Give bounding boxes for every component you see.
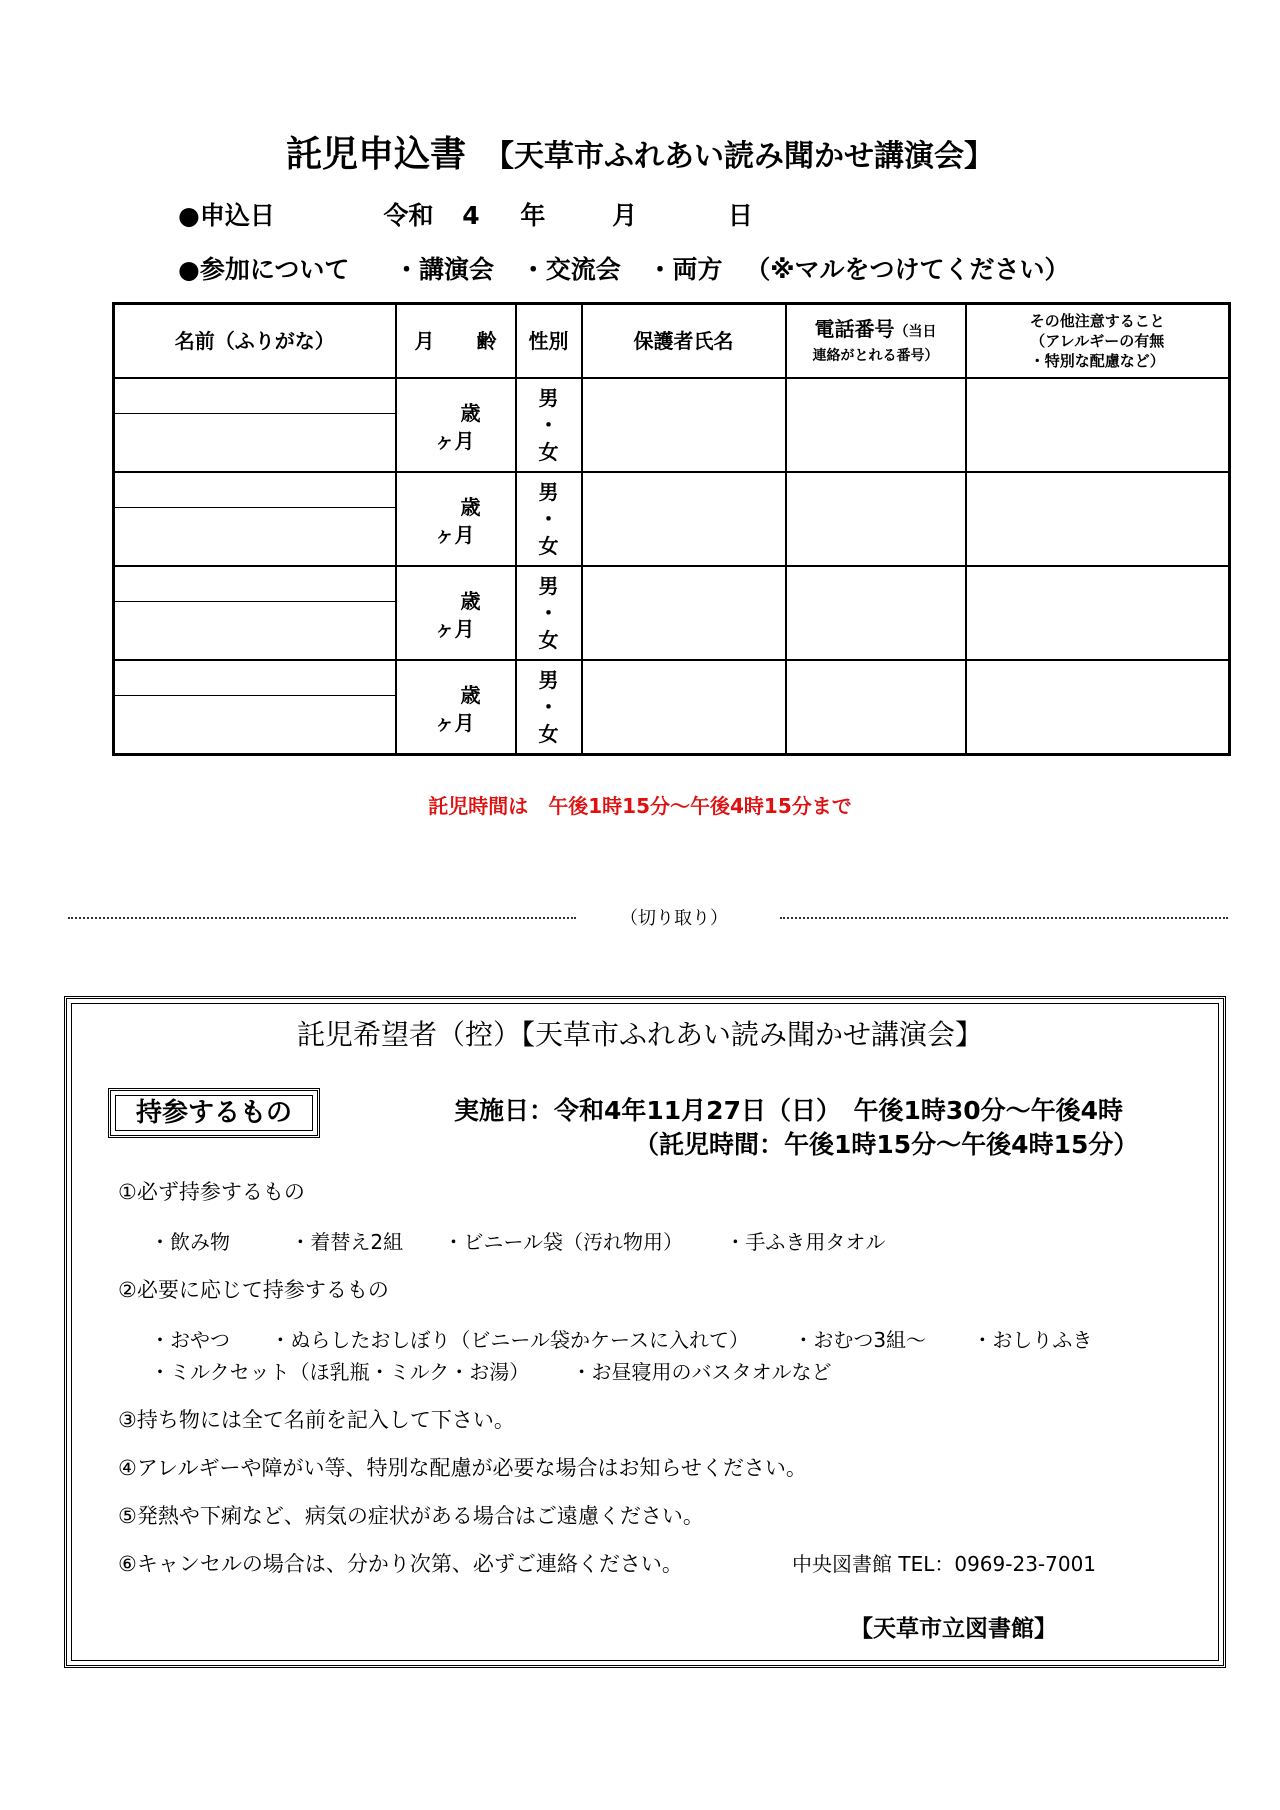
- sex-separator: ・: [538, 506, 559, 531]
- furigana-divider: [115, 695, 395, 696]
- participation-note: （※マルをつけてください）: [745, 255, 1070, 284]
- required-item-towel: ・手ふき用タオル: [725, 1230, 886, 1254]
- cut-label: （切り取り）: [620, 908, 728, 929]
- header-phone-2: （当日: [894, 324, 937, 340]
- header-age-1: 月: [414, 328, 435, 353]
- table-row: [114, 378, 1230, 472]
- child-name-input[interactable]: [114, 566, 396, 660]
- phone-input[interactable]: [786, 660, 966, 755]
- header-name: 名前（ふりがな）: [114, 304, 396, 379]
- item-optional-list-b: [150, 1356, 832, 1385]
- age-input[interactable]: [396, 378, 516, 472]
- notes-input[interactable]: [966, 566, 1230, 660]
- sex-separator: ・: [538, 600, 559, 625]
- age-months-unit: ヶ月: [434, 617, 475, 641]
- child-name-input[interactable]: [114, 472, 396, 566]
- age-years-unit: 歳: [460, 683, 481, 707]
- header-notes-2: （アレルギーの有無: [1030, 331, 1165, 350]
- item-optional-list-a: [150, 1324, 1092, 1353]
- library-name: 【天草市立図書館】: [850, 1616, 1057, 1642]
- furigana-divider: [115, 413, 395, 414]
- sex-male[interactable]: 男: [538, 479, 559, 504]
- apply-date-year-unit: 年: [520, 201, 546, 230]
- bring-items-label: 持参するもの: [108, 1088, 320, 1138]
- age-years-unit: 歳: [460, 589, 481, 613]
- table-header-row: [114, 304, 1230, 379]
- age-years-unit: 歳: [460, 495, 481, 519]
- cut-line-left: [68, 917, 576, 919]
- sex-choice[interactable]: [516, 566, 582, 660]
- table-row: [114, 566, 1230, 660]
- guardian-name-input[interactable]: [582, 378, 786, 472]
- participation-row: [178, 250, 1070, 286]
- optional-item-milk-set: ・ミルクセット（ほ乳瓶・ミルク・お湯）: [150, 1360, 530, 1384]
- header-notes: [966, 304, 1230, 379]
- sex-male[interactable]: 男: [538, 573, 559, 598]
- header-phone-3: 連絡がとれる番号）: [812, 348, 939, 364]
- participation-label: ●参加について: [178, 255, 350, 284]
- apply-date-year-value: 4: [462, 201, 480, 230]
- schedule: [454, 1094, 1138, 1162]
- child-name-input[interactable]: [114, 660, 396, 755]
- header-notes-1: その他注意すること: [1029, 311, 1165, 330]
- sex-separator: ・: [538, 694, 559, 719]
- notes-input[interactable]: [966, 660, 1230, 755]
- apply-date-day-unit: 日: [727, 201, 753, 230]
- header-notes-3: ・特別な配慮など）: [1029, 352, 1165, 371]
- sex-separator: ・: [538, 412, 559, 437]
- age-months-unit: ヶ月: [434, 523, 475, 547]
- sex-male[interactable]: 男: [538, 385, 559, 410]
- age-input[interactable]: [396, 566, 516, 660]
- item-required-list: [150, 1226, 885, 1255]
- optional-item-wet-towel: ・ぬらしたおしぼり（ビニール袋かケースに入れて）: [270, 1328, 749, 1352]
- table-row: [114, 660, 1230, 755]
- table-row: [114, 472, 1230, 566]
- child-name-input[interactable]: [114, 378, 396, 472]
- participation-option-both[interactable]: ・両方: [647, 255, 723, 284]
- sex-choice[interactable]: [516, 378, 582, 472]
- item-illness-note: ⑤発熱や下痢など、病気の症状がある場合はご遠慮ください。: [118, 1504, 704, 1528]
- apply-date-label: ●申込日: [178, 201, 275, 230]
- guardian-name-input[interactable]: [582, 472, 786, 566]
- furigana-divider: [115, 507, 395, 508]
- header-phone-1: 電話番号: [814, 317, 895, 341]
- item-allergy-note: ④アレルギーや障がい等、特別な配慮が必要な場合はお知らせください。: [118, 1456, 807, 1480]
- apply-date-row: [178, 196, 753, 232]
- required-item-drink: ・飲み物: [150, 1230, 230, 1254]
- required-item-clothes: ・着替え2組: [290, 1230, 404, 1254]
- header-age-2: 齢: [476, 328, 497, 353]
- item-required-heading: ①必ず持参するもの: [118, 1180, 305, 1204]
- library-contact: 中央図書館 TEL：0969-23-7001: [792, 1552, 1097, 1576]
- age-input[interactable]: [396, 660, 516, 755]
- age-input[interactable]: [396, 472, 516, 566]
- item-optional-heading: ②必要に応じて持参するもの: [118, 1278, 389, 1302]
- sex-female[interactable]: 女: [538, 439, 559, 464]
- notes-input[interactable]: [966, 378, 1230, 472]
- phone-input[interactable]: [786, 472, 966, 566]
- copy-section-title: 託児希望者（控）【天草市ふれあい読み聞かせ講演会】: [296, 1018, 983, 1051]
- header-phone: [786, 304, 966, 379]
- sex-male[interactable]: 男: [538, 667, 559, 692]
- cut-line-right: [780, 917, 1228, 919]
- participation-option-lecture[interactable]: ・講演会: [394, 255, 495, 284]
- participation-option-exchange[interactable]: ・交流会: [520, 255, 621, 284]
- item-cancel-note: ⑥キャンセルの場合は、分かり次第、必ずご連絡ください。: [118, 1552, 683, 1576]
- phone-input[interactable]: [786, 566, 966, 660]
- optional-item-bath-towel: ・お昼寝用のバスタオルなど: [571, 1360, 832, 1384]
- guardian-name-input[interactable]: [582, 566, 786, 660]
- sex-female[interactable]: 女: [538, 533, 559, 558]
- header-age: [396, 304, 516, 379]
- age-years-unit: 歳: [460, 401, 481, 425]
- item-name-label-note: ③持ち物には全て名前を記入して下さい。: [118, 1408, 515, 1432]
- required-item-bag: ・ビニール袋（汚れ物用）: [443, 1230, 684, 1254]
- event-title: 【天草市ふれあい読み聞かせ講演会】: [484, 139, 994, 174]
- application-table: [112, 302, 1231, 756]
- phone-input[interactable]: [786, 378, 966, 472]
- optional-item-diapers: ・おむつ3組～: [793, 1328, 927, 1352]
- optional-item-snack: ・おやつ: [150, 1328, 230, 1352]
- header-sex: 性別: [516, 304, 582, 379]
- sex-female[interactable]: 女: [538, 627, 559, 652]
- furigana-divider: [115, 601, 395, 602]
- form-title-text: 託児申込書: [285, 134, 466, 175]
- age-months-unit: ヶ月: [434, 429, 475, 453]
- notes-input[interactable]: [966, 472, 1230, 566]
- header-guardian: 保護者氏名: [582, 304, 786, 379]
- sex-choice[interactable]: [516, 472, 582, 566]
- care-time-note: 託児時間は 午後1時15分～午後4時15分まで: [428, 794, 852, 818]
- form-title: [0, 126, 1280, 177]
- apply-date-month-unit: 月: [612, 201, 638, 230]
- guardian-name-input[interactable]: [582, 660, 786, 755]
- sex-female[interactable]: 女: [538, 721, 559, 746]
- age-months-unit: ヶ月: [434, 711, 475, 735]
- apply-date-era: 令和: [383, 201, 434, 230]
- sex-choice[interactable]: [516, 660, 582, 755]
- schedule-line-2: （託児時間：午後1時15分～午後4時15分）: [634, 1130, 1139, 1159]
- schedule-line-1: 実施日：令和4年11月27日（日） 午後1時30分～午後4時: [454, 1096, 1124, 1125]
- optional-item-wipes: ・おしりふき: [972, 1328, 1093, 1352]
